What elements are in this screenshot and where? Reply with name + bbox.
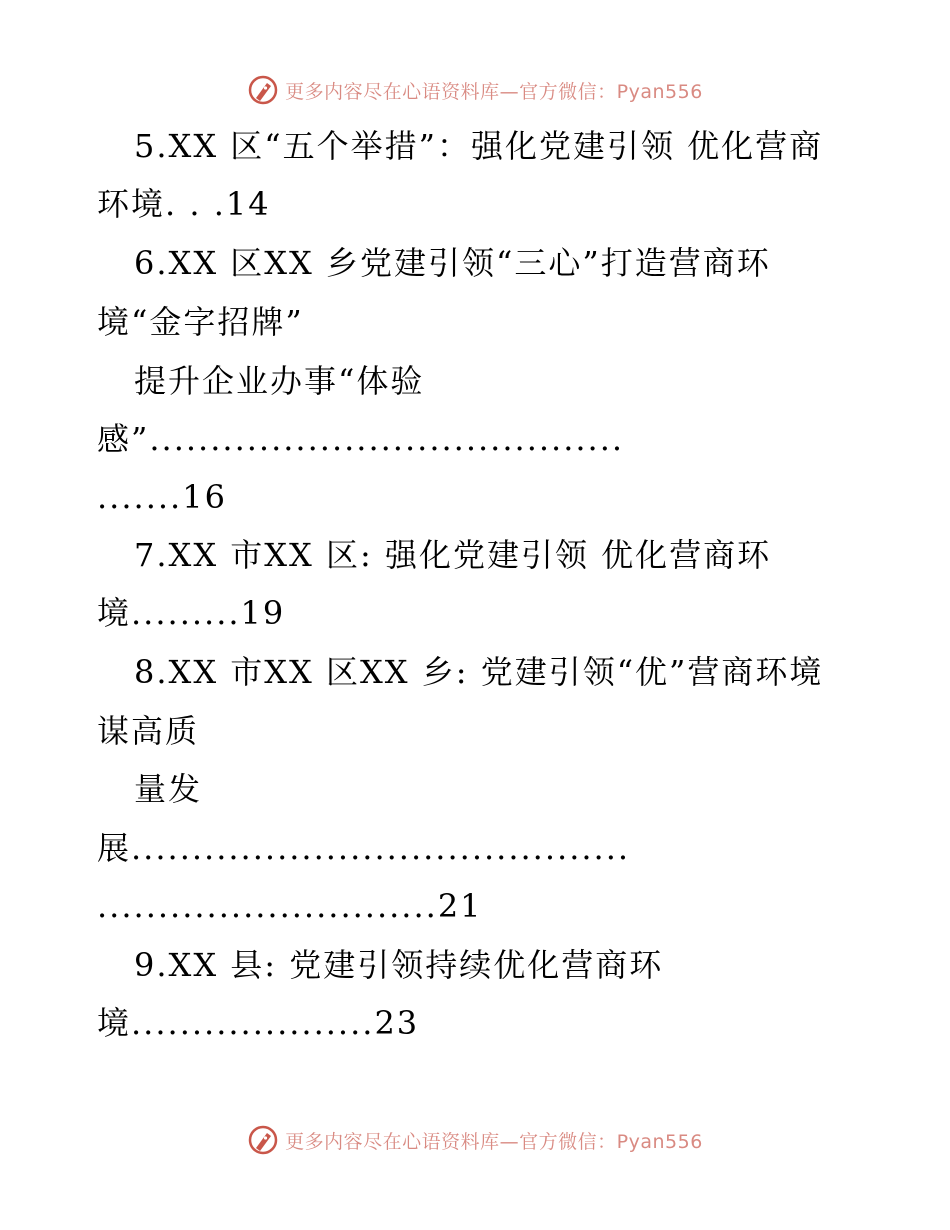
toc-entry-8-line-3: 量发 [134,770,203,808]
toc-entry-6-line-3: 提升企业办事“体验 [134,362,425,400]
toc-entry-9-line-1: 9.XX 县: 党建引领持续优化营商环 [134,946,664,984]
toc-entry-8-line-4: 展......................................... [97,829,631,867]
toc-entry-8-line-5: ............................21 [97,887,483,925]
pen-nib-logo-icon [247,1124,279,1156]
toc-entry-6-line-5: .......16 [97,478,227,516]
toc-entry-6-line-2: 境“金字招牌” [97,303,304,341]
toc-entry-9-line-2: 境....................23 [97,1004,420,1042]
watermark-text: 更多内容尽在心语资料库—官方微信：Pyan556 [285,1130,703,1153]
toc-entry-6-line-4: 感”....................................... [97,420,625,458]
toc-entry-6-line-1: 6.XX 区XX 乡党建引领“三心”打造营商环 [134,244,771,282]
toc-entry-8-line-1: 8.XX 市XX 区XX 乡: 党建引领“优”营商环境 [134,653,824,691]
footer-watermark-banner [0,1120,950,1160]
toc-entry-5-line-2: 环境. . .14 [97,185,271,223]
toc-entry-7-line-1: 7.XX 市XX 区: 强化党建引领 优化营商环 [134,536,772,574]
watermark-text: 更多内容尽在心语资料库—官方微信：Pyan556 [285,80,703,103]
toc-entry-5-line-1: 5.XX 区“五个举措”：强化党建引领 优化营商 [134,127,824,165]
toc-entry-8-line-2: 谋高质 [97,712,200,750]
toc-entry-7-line-2: 境.........19 [97,594,286,632]
